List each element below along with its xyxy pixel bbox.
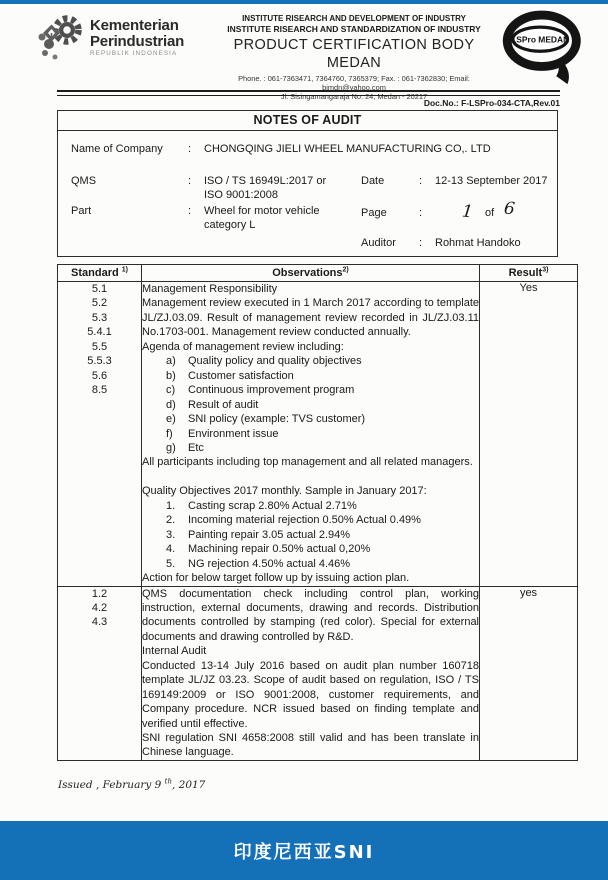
observation-list-item: [142, 499, 479, 513]
lspro-logo-block: [494, 10, 590, 91]
observation-list-item: [142, 369, 479, 383]
result-footnote-mark: 3): [542, 266, 549, 274]
issued-date-line: [58, 779, 205, 791]
date-value: 12-13 September 2017: [435, 175, 548, 187]
company-value: CHONGQING JIELI WHEEL MANUFACTURING CO,. LTD: [204, 143, 491, 155]
observations-footnote-mark: 2): [342, 266, 349, 274]
list-marker: 5.: [166, 557, 176, 570]
auditor-value: Rohmat Handoko: [435, 237, 521, 249]
notes-of-audit-box: [57, 110, 558, 257]
auditor-label: Auditor: [361, 237, 396, 249]
observation-list-item: [142, 383, 479, 397]
header-double-rule: [57, 90, 560, 96]
standard-cell: [58, 282, 142, 587]
ministry-name-line2: Perindustrian: [90, 32, 185, 50]
list-marker: f): [166, 427, 173, 440]
list-item-text: Etc: [188, 441, 204, 454]
letterhead: [36, 12, 590, 102]
table-row: [58, 282, 578, 587]
ministry-gear-icon: [36, 12, 86, 64]
standard-clause: 4.2: [91, 601, 108, 614]
list-item-text: Customer satisfaction: [188, 369, 294, 382]
form-title: NOTES OF AUDIT: [58, 111, 557, 131]
page-label: Page: [361, 207, 387, 219]
list-marker: b): [166, 369, 176, 382]
observations-cell: [142, 586, 480, 760]
observation-paragraph: Management review executed in 1 March 2017 according to template JL/ZJ.03.09. Result of management review recorded in JL/ZJ.03.11 No.1703-001. Management review conducted annually.: [142, 297, 479, 339]
observation-list-item: [142, 542, 479, 556]
qms-label: QMS: [71, 175, 97, 187]
list-item-text: SNI policy (example: TVS customer): [188, 413, 366, 426]
observation-list-item: [142, 427, 479, 441]
list-marker: e): [166, 413, 176, 426]
standard-clause: 4.3: [91, 616, 108, 629]
page-colon: :: [419, 207, 423, 219]
observation-paragraph: Agenda of management review including:: [142, 340, 344, 353]
list-item-text: Incoming material rejection 0.50% Actual 0.49%: [188, 514, 421, 527]
audit-observations-table: [57, 264, 578, 761]
observation-paragraph: SNI regulation SNI 4658:2008 still valid and has been translate in Chinese language.: [142, 732, 479, 759]
standard-clause: 1.2: [91, 587, 108, 600]
page-total-handwritten: 6: [502, 198, 516, 220]
observation-paragraph: QMS documentation check including control plan, working instruction, external documents, drawing and records. Distribution documents controlled by stamping (red color). Special for external documents and drawing controlled by R&D.: [142, 587, 479, 643]
standard-clause: 5.1: [91, 283, 108, 295]
ministry-subtitle: REPUBLIK INDONESIA: [90, 50, 178, 58]
qms-value-line1: ISO / TS 16949L:2017 or: [204, 175, 327, 187]
part-value-line2: category L: [204, 219, 256, 231]
banner-text: 印度尼西亚SNI: [233, 841, 375, 863]
standard-clause: 5.2: [91, 297, 108, 310]
lspro-medan-logo: [500, 10, 590, 86]
observation-paragraph: Internal Audit: [142, 645, 207, 658]
table-header-row: [58, 265, 578, 282]
list-item-text: Result of audit: [188, 398, 259, 411]
standard-clause: 5.4.1: [87, 326, 112, 339]
audit-table-body: [58, 282, 578, 761]
observation-paragraph: Quality Objectives 2017 monthly. Sample in January 2017:: [142, 485, 427, 498]
observation-list-item: [142, 412, 479, 426]
result-cell: [480, 586, 578, 760]
list-marker: a): [166, 355, 176, 368]
company-label: Name of Company: [71, 143, 163, 155]
qms-value-line2: ISO 9001:2008: [204, 189, 279, 201]
observation-paragraph: All participants including top management and all related managers.: [142, 456, 473, 469]
issued-ordinal: th: [164, 777, 172, 786]
page-current-handwritten: 1: [460, 201, 474, 223]
organization-header: [214, 12, 494, 102]
lspro-logo-text: LSPro MEDAN: [511, 34, 570, 45]
part-label: Part: [71, 205, 92, 217]
result-cell: [480, 282, 578, 587]
standard-footnote-mark: 1): [121, 266, 128, 274]
org-line-1: INSTITUTE RISEARCH AND DEVELOPMENT OF INDUSTRY: [242, 14, 466, 23]
standard-column-header: Standard $^{1)}$: [58, 265, 142, 282]
list-item-text: Machining repair 0.50% actual 0,20%: [188, 543, 371, 556]
company-colon: :: [188, 143, 192, 155]
ministry-name-line1: Kementerian: [90, 17, 179, 35]
observation-paragraph: Action for below target follow up by issuing action plan.: [142, 572, 410, 585]
date-colon: :: [419, 175, 423, 187]
bottom-banner: [0, 821, 608, 880]
doc-number: Doc.No.: F-LSPro-034-CTA,Rev.01: [423, 98, 560, 108]
org-address-line: Jl. Sisingamangaraja No. 24, Medan - 20217: [280, 92, 428, 102]
issued-prefix: Issued , February 9: [58, 779, 165, 791]
observation-list-item: [142, 354, 479, 368]
observation-paragraph: Management Responsibility: [142, 283, 278, 295]
standard-cell: [58, 586, 142, 760]
observation-list-item: [142, 398, 479, 412]
result-value: Yes: [519, 282, 538, 294]
list-item-text: Environment issue: [188, 427, 279, 440]
list-marker: 3.: [166, 528, 176, 541]
list-item-text: Casting scrap 2.80% Actual 2.71%: [188, 499, 357, 512]
result-value: yes: [519, 586, 538, 599]
top-blue-strip: [0, 0, 608, 4]
standard-clause: 5.5.3: [87, 355, 112, 368]
list-marker: g): [166, 441, 176, 454]
list-marker: 1.: [166, 499, 176, 512]
observations-cell: [142, 282, 480, 587]
list-item-text: NG rejection 4.50% actual 4.46%: [188, 557, 351, 570]
list-item-text: Painting repair 3.05 actual 2.94%: [188, 528, 351, 541]
standard-clause: 8.5: [91, 384, 108, 397]
issued-suffix: , 2017: [171, 779, 206, 791]
standard-clause: 5.3: [91, 311, 108, 324]
ministry-logo-block: [36, 12, 214, 64]
list-marker: c): [166, 384, 176, 397]
standard-clause: 5.5: [91, 340, 108, 353]
standard-clause: 5.6: [91, 369, 108, 382]
observation-list-item: [142, 528, 479, 542]
page-of-label: of: [485, 207, 495, 219]
blank-line: [142, 470, 479, 484]
part-value-line1: Wheel for motor vehicle: [204, 205, 320, 217]
list-item-text: Continuous improvement program: [188, 384, 355, 397]
observation-list-item: [142, 513, 479, 527]
list-marker: d): [166, 398, 176, 411]
qms-colon: :: [188, 175, 192, 187]
observations-column-header: Observations$^{2)}$: [142, 265, 480, 282]
table-row: [58, 586, 578, 760]
observation-list-item: [142, 557, 479, 571]
ministry-name: [90, 18, 184, 57]
list-marker: 4.: [166, 543, 176, 556]
observation-paragraph: Conducted 13-14 July 2016 based on audit plan number 160718 template JL/JZ 03.23. Scope of audit based on regulation, ISO / TS 169149:2009 or ISO 9001:2008, customer requirements, and Company procedure. NCR issued based on finding template and verified until effective.: [142, 659, 479, 730]
org-line-2: INSTITUTE RISEARCH AND STANDARDIZATION OF INDUSTRY: [227, 24, 481, 34]
org-contact-line: Phone. : 061-7363471, 7364760, 7365379; Fax. : 061-7362830; Email: bimdn@yahoo.com: [238, 73, 470, 93]
observation-list-item: [142, 441, 479, 455]
list-item-text: Quality policy and quality objectives: [188, 355, 362, 368]
result-column-header: Result$^{3)}$: [480, 265, 578, 282]
form-fields: [58, 131, 557, 257]
org-line-3: PRODUCT CERTIFICATION BODY MEDAN: [233, 36, 475, 71]
date-label: Date: [361, 175, 385, 187]
auditor-colon: :: [419, 237, 423, 249]
part-colon: :: [188, 205, 192, 217]
list-marker: 2.: [166, 514, 176, 527]
